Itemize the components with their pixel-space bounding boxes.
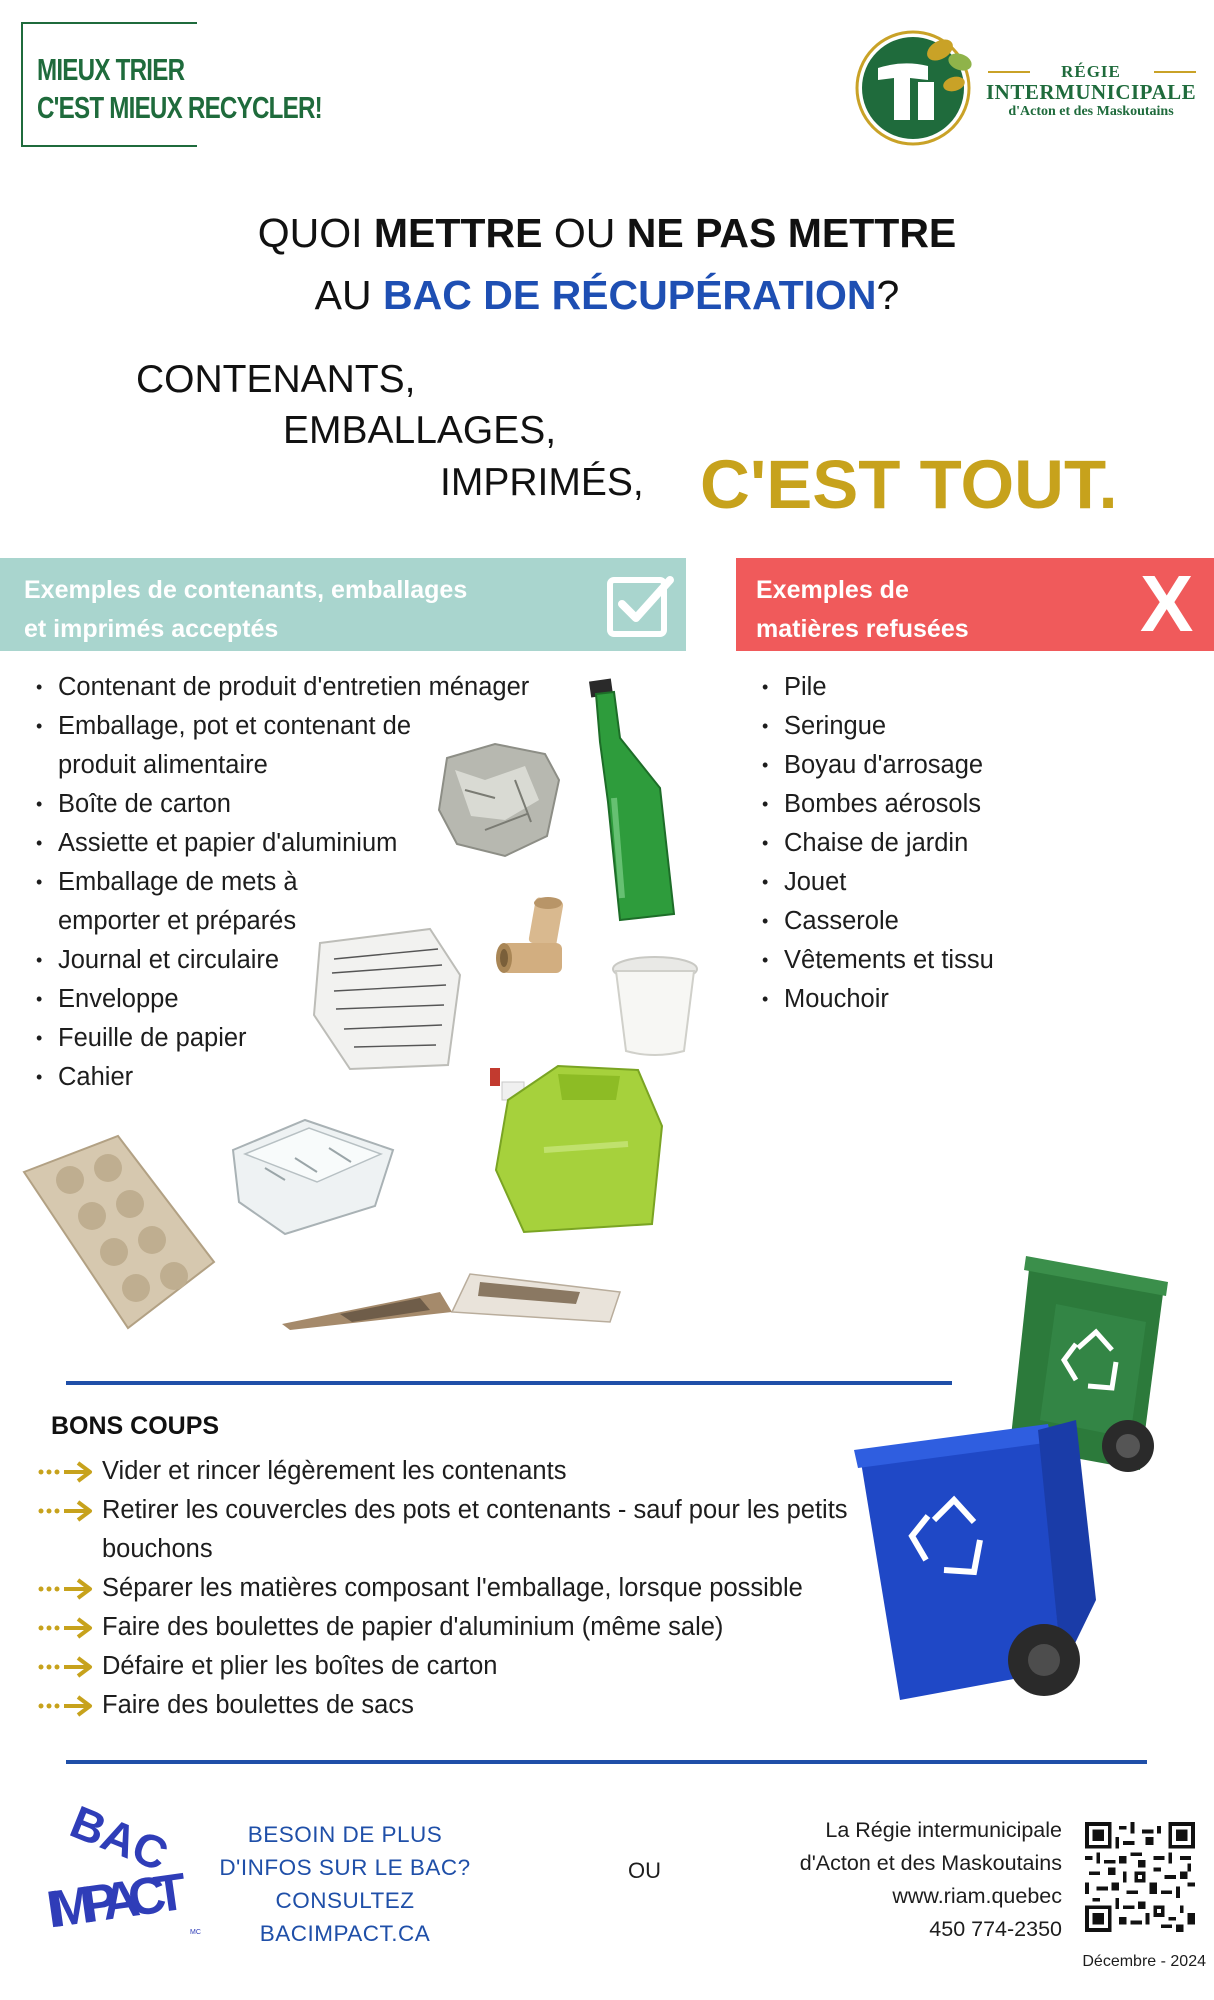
open-magazine-icon [280, 1262, 625, 1332]
bacimpact-logo [43, 1795, 208, 1972]
tip-item: Retirer les couvercles des pots et contenants - sauf pour les petits bouchons [38, 1491, 902, 1569]
contact-line: d'Acton et des Maskoutains [799, 1851, 1062, 1875]
tagline-line-1: CONTENANTS, [136, 358, 416, 401]
refused-header-line-1: Exemples de [756, 576, 909, 604]
tip-item: Vider et rincer légèrement les contenants [38, 1452, 922, 1491]
tip-item: Faire des boulettes de papier d'aluminium (même sale) [38, 1608, 922, 1647]
logo-line-1: RÉGIE [1061, 62, 1121, 81]
list-item: • Emballage, pot et contenant de produit alimentaire [24, 707, 488, 785]
logo-line-3: d'Acton et des Maskoutains [1008, 104, 1174, 119]
arrow-right-icon [38, 1617, 96, 1639]
list-item: • Enveloppe [24, 980, 584, 1019]
title-part: ? [876, 272, 900, 318]
tip-item: Faire des boulettes de sacs [38, 1686, 922, 1725]
title-part: QUOI [257, 210, 374, 256]
arrow-right-icon [38, 1578, 96, 1600]
page-title [0, 202, 1214, 326]
tip-item: Défaire et plier les boîtes de carton [38, 1647, 922, 1686]
crumpled-aluminum-foil-icon [435, 740, 565, 860]
accepted-list [24, 668, 584, 1097]
arrow-right-icon [38, 1461, 96, 1483]
blue-bin-icon [854, 1420, 1096, 1700]
list-item: • Contenant de produit d'entretien ménager [24, 668, 584, 707]
checkbox-check-icon [606, 572, 674, 638]
title-part: AU [314, 272, 383, 318]
list-item: • Assiette et papier d'aluminium [24, 824, 584, 863]
accepted-header [0, 558, 686, 651]
bacimpact-logo-mark: MC [190, 1929, 201, 1936]
bacimpact-link[interactable]: BACIMPACT.CA [259, 1921, 431, 1946]
qr-code-icon[interactable] [1085, 1822, 1195, 1932]
more-info-line: BESOIN DE PLUS [247, 1822, 443, 1847]
accepted-header-line-2: et imprimés acceptés [24, 615, 279, 643]
green-plastic-jug-icon [488, 1060, 668, 1235]
list-item: • Bombes aérosols [750, 785, 1190, 824]
riam-logo-text [986, 62, 1196, 120]
refused-x-icon: X [1140, 559, 1194, 648]
yogurt-cup-icon [610, 955, 700, 1060]
bacimpact-logo-top: BAC [63, 1795, 176, 1881]
arrow-right-icon [38, 1695, 96, 1717]
refused-header-line-2: matières refusées [756, 615, 969, 643]
arrow-right-icon [38, 1656, 96, 1678]
list-item: • Chaise de jardin [750, 824, 1190, 863]
tagline-emphasis: C'EST TOUT. [700, 446, 1118, 523]
more-info-line: D'INFOS SUR LE BAC? [219, 1855, 471, 1880]
egg-carton-icon [18, 1132, 218, 1332]
recycling-bins-icon [850, 1250, 1168, 1730]
toilet-paper-rolls-icon [490, 895, 580, 995]
slogan-line-1: MIEUX TRIER [37, 52, 185, 87]
date-text: Décembre - 2024 [1082, 1953, 1206, 1970]
list-item: • Emballage de mets à emporter et préparés [24, 863, 388, 941]
slogan-box [21, 22, 322, 147]
divider-bottom [66, 1760, 1147, 1764]
riam-contact [700, 1814, 1062, 1946]
more-info-line: CONSULTEZ [275, 1888, 415, 1913]
refused-list [750, 668, 1190, 1019]
more-info-text [210, 1818, 480, 1950]
list-item: • Mouchoir [750, 980, 1190, 1019]
title-part: OU [542, 210, 627, 256]
list-item: • Boyau d'arrosage [750, 746, 1190, 785]
list-item: • Vêtements et tissu [750, 941, 1190, 980]
bacimpact-logo-bottom: IMPACT [43, 1862, 191, 1940]
list-item: • Seringue [750, 707, 1190, 746]
riam-logo [848, 20, 1198, 150]
list-item: • Casserole [750, 902, 1190, 941]
clear-plastic-container-icon [225, 1110, 400, 1240]
contact-line: La Régie intermunicipale [825, 1818, 1062, 1842]
arrow-right-icon [38, 1500, 96, 1522]
tagline-line-3: IMPRIMÉS, [440, 461, 644, 504]
divider-top [66, 1381, 952, 1385]
tagline-line-2: EMBALLAGES, [283, 409, 557, 452]
riam-emblem-icon [848, 20, 988, 150]
list-item: • Cahier [24, 1058, 584, 1097]
logo-line-2: INTERMUNICIPALE [986, 80, 1197, 104]
title-part-bold: METTRE [373, 210, 543, 256]
title-part-blue: BAC DE RÉCUPÉRATION [383, 272, 877, 318]
list-item: • Journal et circulaire [24, 941, 584, 980]
list-item: • Jouet [750, 863, 1190, 902]
tip-item: Séparer les matières composant l'emballage, lorsque possible [38, 1569, 922, 1608]
sheet-music-paper-icon [310, 925, 470, 1075]
list-item: • Pile [750, 668, 1190, 707]
list-item: • Boîte de carton [24, 785, 584, 824]
green-glass-bottle-icon [574, 678, 689, 923]
refused-header [736, 558, 1214, 651]
accepted-header-line-1: Exemples de contenants, emballages [24, 576, 468, 604]
tips-list [38, 1452, 922, 1725]
phone-number[interactable]: 450 774-2350 [929, 1917, 1062, 1941]
bons-coups-title: BONS COUPS [51, 1412, 220, 1440]
riam-website-link[interactable]: www.riam.quebec [892, 1884, 1062, 1908]
title-part-bold: NE PAS METTRE [626, 210, 957, 256]
slogan-line-2: C'EST MIEUX RECYCLER! [37, 90, 322, 125]
or-text: OU [628, 1858, 661, 1883]
list-item: • Feuille de papier [24, 1019, 584, 1058]
